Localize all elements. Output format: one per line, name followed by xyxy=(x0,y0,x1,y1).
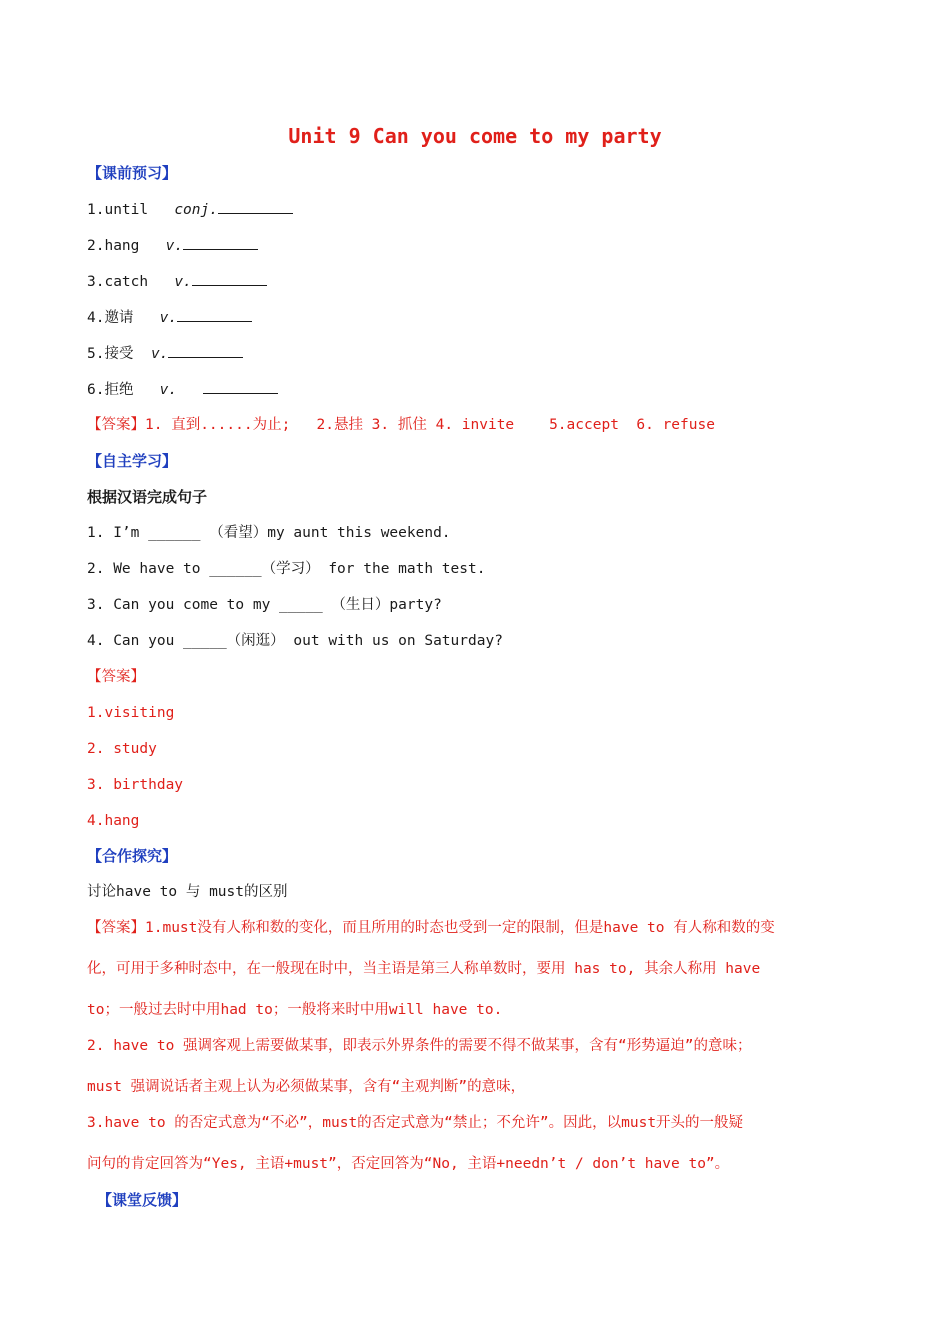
answer-blank xyxy=(192,271,267,286)
vocab-item-6: 6.拒绝 v. xyxy=(87,379,278,400)
vocab-item-3: 3.catch v. xyxy=(87,271,267,292)
section-header-coop: 【合作探究】 xyxy=(87,847,178,865)
sentence-item-3: 3. Can you come to my _____ （生日）party? xyxy=(87,597,442,613)
answer-blank xyxy=(218,199,293,214)
coop-answer-p3-line1: 3.have to 的否定式意为“不必”，must的否定式意为“禁止；不允许”。因此，以must开头的一般疑 xyxy=(87,1115,744,1131)
answer-blank xyxy=(183,235,258,250)
vocab-item-2: 2.hang v. xyxy=(87,235,258,256)
answer-item-1: 1.visiting xyxy=(87,705,175,721)
self-study-answer-header: 【答案】 xyxy=(87,669,145,685)
self-study-instruction: 根据汉语完成句子 xyxy=(87,488,208,506)
answer-item-4: 4.hang xyxy=(87,813,140,829)
coop-answer-p3-line2: 问句的肯定回答为“Yes, 主语+must”，否定回答为“No, 主语+needn’t / don’t have to”。 xyxy=(87,1156,730,1172)
sentence-item-1: 1. I’m ______ （看望）my aunt this weekend. xyxy=(87,525,451,541)
coop-answer-p1-line3: to；一般过去时中用had to；一般将来时中用will have to. xyxy=(87,1002,503,1018)
answer-blank xyxy=(203,379,278,394)
section-header-feedback: 【课堂反馈】 xyxy=(97,1191,188,1209)
answer-item-3: 3. birthday xyxy=(87,777,184,793)
section-header-preview: 【课前预习】 xyxy=(87,164,178,182)
document-title: Unit 9 Can you come to my party xyxy=(288,124,662,148)
coop-answer-p2-line2: must 强调说话者主观上认为必须做某事，含有“主观判断”的意味， xyxy=(87,1079,526,1095)
sentence-item-2: 2. We have to ______（学习） for the math test. xyxy=(87,561,486,577)
coop-answer-p1-line1: 【答案】1.must没有人称和数的变化，而且所用的时态也受到一定的限制，但是have to 有人称和数的变 xyxy=(87,920,775,936)
answer-blank xyxy=(168,343,243,358)
coop-topic: 讨论have to 与 must的区别 xyxy=(87,884,288,900)
section-header-self-study: 【自主学习】 xyxy=(87,452,178,470)
coop-answer-p1-line2: 化，可用于多种时态中，在一般现在时中，当主语是第三人称单数时，要用 has to, 其余人称用 have xyxy=(87,961,761,977)
coop-answer-p2-line1: 2. have to 强调客观上需要做某事，即表示外界条件的需要不得不做某事，含有“形势逼迫”的意味； xyxy=(87,1038,752,1054)
answer-item-2: 2. study xyxy=(87,741,157,757)
vocab-item-1: 1.until conj. xyxy=(87,199,293,220)
vocab-item-5: 5.接受 v. xyxy=(87,343,243,364)
preview-answer: 【答案】1. 直到......为止; 2.悬挂 3. 抓住 4. invite 5.accept 6. refuse xyxy=(87,417,715,433)
sentence-item-4: 4. Can you _____（闲逛） out with us on Saturday? xyxy=(87,633,503,649)
vocab-item-4: 4.邀请 v. xyxy=(87,307,252,328)
answer-blank xyxy=(177,307,252,322)
